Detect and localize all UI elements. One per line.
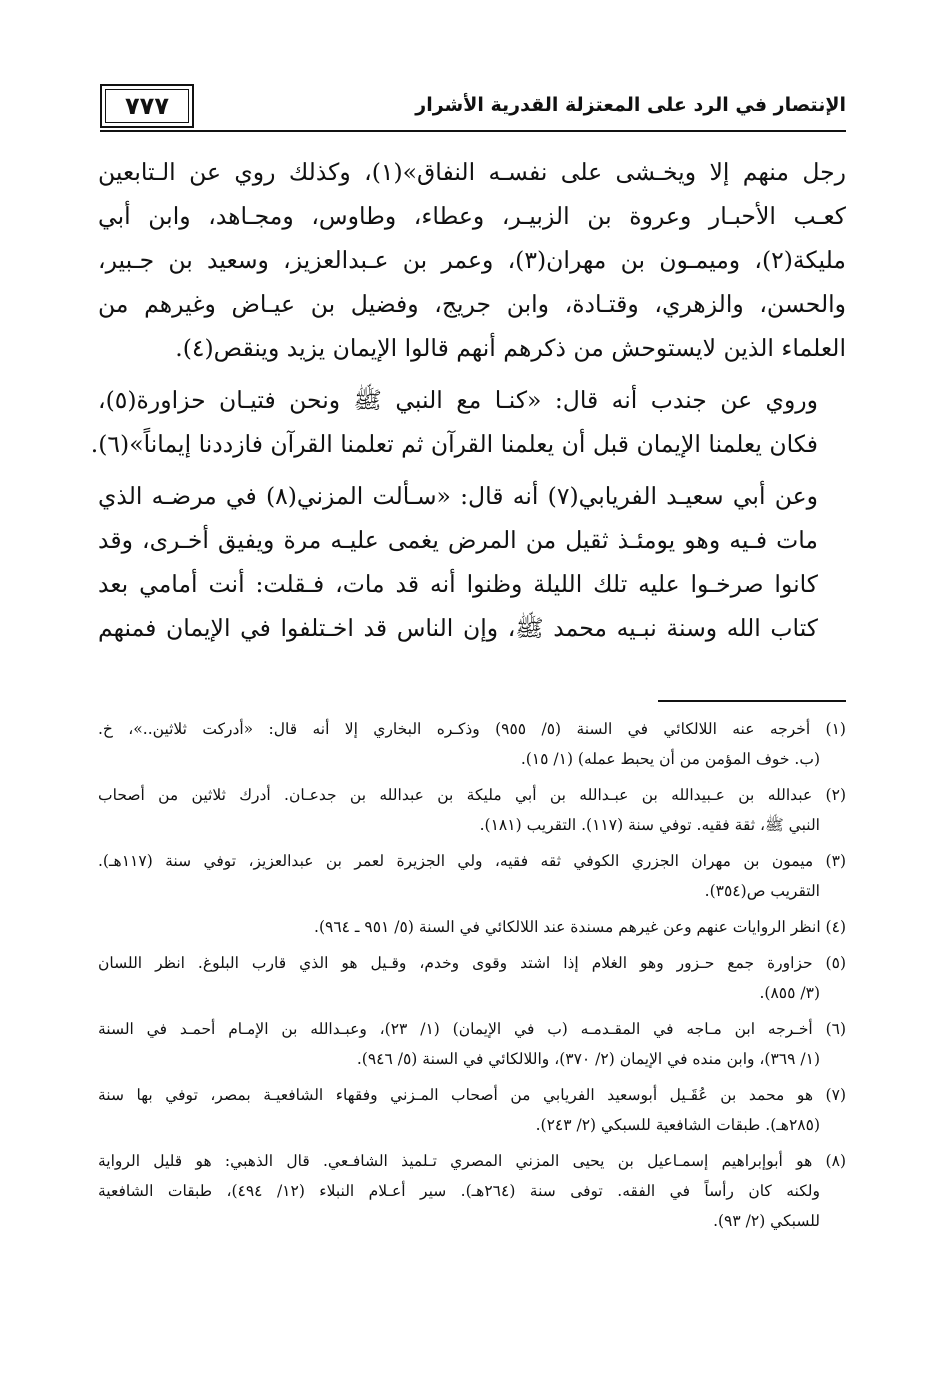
page-number: ٧٧٧ <box>125 92 169 120</box>
footnote-4 <box>98 912 846 942</box>
footnote-line: (٣) ميمون بن مهران الجزري الكوفي ثقه فقيه، ولي الجزيرة لعمر بن عبدالعزيز، توفي سنة (١١٧هـ). <box>98 852 846 870</box>
text-line: وروي عن جندب أنه قال: «كنـا مع النبي ﷺ ونحن فتيـان حزاورة(٥)، <box>98 386 818 414</box>
footnote-line: (٨) هو أبوإبراهيم إسمـاعيل بن يحيى المزني المصري تـلميذ الشافـعي. قال الذهبي: هو قليل الرواية <box>98 1152 846 1170</box>
running-head: الإنتصار في الرد على المعتزلة القدرية الأشرار <box>415 94 846 116</box>
footnote-line: (١/ ٣٦٩)، وابن منده في الإيمان (٢/ ٣٧٠)، واللالكائي في السنة (٥/ ٩٤٦). <box>356 1050 820 1068</box>
text-line: مليكة(٢)، وميمـون بن مهران(٣)، وعمر بن عـبدالعزيز، وسعيد بن جـبير، <box>98 246 846 274</box>
text-line: رجل منهم إلا ويخـشى على نفسـه النفاق»(١)، وكذلك روي عن الـتابعين <box>98 158 847 186</box>
footnote-line: التقريب ص(٣٥٤). <box>704 882 820 900</box>
footnote-line: للسبكي (٢/ ٩٣). <box>713 1212 820 1230</box>
footnote-1 <box>98 714 846 774</box>
footnote-line: (٢٨٥هـ). طبقات الشافعية للسبكي (٢/ ٢٤٣). <box>535 1116 820 1134</box>
footnote-line: (٢) عبدالله بن عـبيدالله بن عبـدالله بن أبي مليكة بن عبدالله بن جدعـان. أدرك ثلاثين من أصحاب <box>98 786 846 804</box>
footnote-line: (٤) انظر الروايات عنهم وعن غيرهم مسندة عند اللالكائي في السنة (٥/ ٩٥١ ـ ٩٦٤). <box>314 918 846 936</box>
header-rule <box>100 130 846 132</box>
page-number-box <box>100 84 194 128</box>
text-line: والحسن، والزهري، وقتـادة، وابن جريج، وفضيل بن عيـاض وغيرهم من <box>98 290 846 318</box>
footnote-line: ولكنه كان رأساً في الفقه. توفى سنة (٢٦٤هـ). سير أعـلام النبلاء (١٢/ ٤٩٤)، طبقات الشافعية <box>98 1182 820 1200</box>
text-line: مات فـيه وهو يومئـذ ثقيل من المرض يغمى عليـه مرة ويفيق أخـرى، وقد <box>98 526 818 554</box>
footnote-line: النبي ﷺ، ثقة فقيه. توفي سنة (١١٧). التقريب (١٨١). <box>479 816 820 834</box>
footnote-7 <box>98 1080 846 1140</box>
footnote-line: (٣/ ٨٥٥). <box>759 984 820 1002</box>
text-line: كعـب الأحبـار وعروة بن الزبيـر، وعطاء، وطاوس، ومجـاهد، وابن أبي <box>98 202 846 230</box>
footnote-8 <box>98 1146 846 1236</box>
footnote-line: (ب. خوف المؤمن من أن يحبط عمله) (١/ ١٥). <box>520 750 820 768</box>
paragraph-2 <box>90 378 846 466</box>
text-line: كانوا صرخـوا عليه تلك الليلة وظنوا أنه قد مات، فـقلت: أنت أمامي بعد <box>98 570 818 598</box>
footnote-5 <box>98 948 846 1008</box>
text-line: وعن أبي سعيـد الفريابي(٧) أنه قال: «سـألت المزني(٨) في مرضـه الذي <box>98 482 818 510</box>
footnote-line: (٦) أخـرجه ابن مـاجه في المقـدمـه (ب في الإيمان) (١/ ٢٣)، وعبـدالله بن الإمـام أحمـد في السنة <box>98 1020 847 1038</box>
footnotes <box>98 714 846 1242</box>
text-line: فكان يعلمنا الإيمان قبل أن يعلمنا القرآن ثم تعلمنا القرآن فازددنا إيماناً»(٦). <box>90 430 818 458</box>
footnote-line: (١) أخرجه عنه اللالكائي في السنة (٥/ ٩٥٥) وذكـره البخاري إلا أنه قال: «أدركت ثلاثين..»، خ. <box>98 720 846 738</box>
text-line: كتاب الله وسنة نبـيه محمد ﷺ، وإن الناس قد اخـتلفوا في الإيمان فمنهم <box>98 614 818 642</box>
main-text <box>90 150 847 658</box>
footnote-6 <box>98 1014 846 1074</box>
footnote-3 <box>98 846 846 906</box>
paragraph-1 <box>98 150 846 370</box>
footnote-separator <box>658 700 846 702</box>
footnote-2 <box>98 780 846 840</box>
text-line: العلماء الذين لايستوحش من ذكرهم أنهم قالوا الإيمان يزيد وينقص(٤). <box>175 334 846 362</box>
footnote-line: (٧) هو محمد بن عُقَـيل أبوسعيد الفريابي من أصحاب المـزني وفقهاء الشافعيـة بمصر، توفي بها سنة <box>98 1086 846 1104</box>
footnote-line: (٥) حزاورة جمع حـزور وهو الغلام إذا اشتد وقوى وخدم، وقـيل هو الذي قارب البلوغ. انظر اللسان <box>98 954 846 972</box>
paragraph-3 <box>98 474 846 650</box>
